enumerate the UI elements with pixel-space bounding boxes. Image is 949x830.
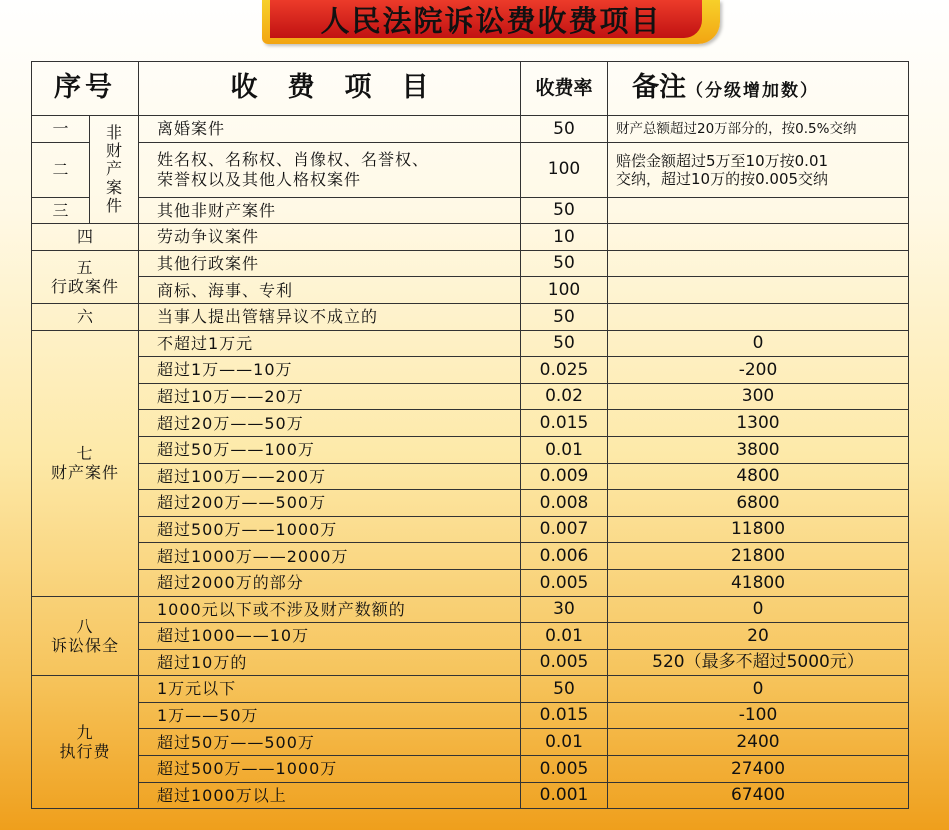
item-cell: 超过10万——20万 — [139, 383, 521, 410]
table-row — [32, 516, 909, 543]
row-number: 二 — [32, 142, 90, 197]
group-label: 财产案件 — [50, 463, 119, 483]
item-line-2: 荣誉权以及其他人格权案件 — [157, 169, 362, 189]
rate-cell: 50 — [521, 250, 608, 277]
rate-cell: 50 — [521, 676, 608, 703]
header-seq: 序号 — [32, 62, 139, 116]
item-cell: 商标、海事、专利 — [139, 277, 521, 304]
rate-cell: 0.008 — [521, 490, 608, 517]
table-row — [32, 277, 909, 304]
row-number: 六 — [32, 303, 139, 330]
item-cell: 其他非财产案件 — [139, 197, 521, 224]
rate-cell: 0.01 — [521, 623, 608, 650]
rate-cell: 0.009 — [521, 463, 608, 490]
note-cell: -100 — [608, 702, 909, 729]
fee-table — [31, 61, 909, 809]
group-number: 五 — [76, 257, 94, 277]
table-header — [32, 62, 909, 116]
header-item: 收费项目 — [139, 62, 521, 116]
header-note — [608, 62, 909, 116]
note-cell: 41800 — [608, 569, 909, 596]
rate-cell: 0.007 — [521, 516, 608, 543]
note-cell: -200 — [608, 357, 909, 384]
item-cell: 不超过1万元 — [139, 330, 521, 357]
item-cell: 超过1000——10万 — [139, 623, 521, 650]
group-administrative — [32, 250, 139, 303]
item-line-1: 姓名权、名称权、肖像权、名誉权、 — [157, 150, 430, 170]
rate-cell: 0.015 — [521, 702, 608, 729]
item-cell: 1万元以下 — [139, 676, 521, 703]
group-label: 执行费 — [59, 742, 111, 762]
rate-cell: 0.015 — [521, 410, 608, 437]
item-cell: 超过500万——1000万 — [139, 756, 521, 783]
item-cell: 超过1000万以上 — [139, 782, 521, 809]
note-cell: 4800 — [608, 463, 909, 490]
note-cell — [608, 224, 909, 251]
item-cell: 超过2000万的部分 — [139, 569, 521, 596]
rate-cell: 0.005 — [521, 569, 608, 596]
rate-cell: 50 — [521, 116, 608, 143]
note-cell: 财产总额超过20万部分的，按0.5%交纳 — [608, 116, 909, 143]
item-cell: 超过500万——1000万 — [139, 516, 521, 543]
table-row — [32, 782, 909, 809]
table-row — [32, 676, 909, 703]
note-cell: 27400 — [608, 756, 909, 783]
item-cell: 1000元以下或不涉及财产数额的 — [139, 596, 521, 623]
table-row — [32, 569, 909, 596]
rate-cell: 50 — [521, 330, 608, 357]
table-row — [32, 330, 909, 357]
item-cell — [139, 142, 521, 197]
rate-cell: 0.025 — [521, 357, 608, 384]
group-label: 行政案件 — [50, 276, 119, 296]
rate-cell: 0.005 — [521, 649, 608, 676]
note-cell: 520（最多不超过5000元） — [608, 649, 909, 676]
table-row — [32, 383, 909, 410]
table-row — [32, 543, 909, 570]
note-cell — [608, 197, 909, 224]
group-label-text: 非财产案件 — [105, 122, 122, 216]
item-cell: 超过200万——500万 — [139, 490, 521, 517]
rate-cell: 30 — [521, 596, 608, 623]
rate-cell: 50 — [521, 303, 608, 330]
note-cell: 2400 — [608, 729, 909, 756]
table-row — [32, 623, 909, 650]
note-cell: 0 — [608, 596, 909, 623]
table-row — [32, 142, 909, 197]
row-number: 四 — [32, 224, 139, 251]
header-rate: 收费率 — [521, 62, 608, 116]
row-number: 三 — [32, 197, 90, 224]
group-execution — [32, 676, 139, 809]
item-cell: 超过100万——200万 — [139, 463, 521, 490]
note-cell: 6800 — [608, 490, 909, 517]
table-row — [32, 197, 909, 224]
table-row — [32, 224, 909, 251]
table-row — [32, 702, 909, 729]
rate-cell: 0.01 — [521, 729, 608, 756]
header-note-main: 备注 — [632, 72, 686, 104]
table-row — [32, 490, 909, 517]
item-cell: 超过50万——100万 — [139, 436, 521, 463]
group-preservation — [32, 596, 139, 676]
table-row — [32, 436, 909, 463]
note-cell: 21800 — [608, 543, 909, 570]
item-cell: 超过1000万——2000万 — [139, 543, 521, 570]
rate-cell: 0.005 — [521, 756, 608, 783]
table-row — [32, 357, 909, 384]
note-line-1: 赔偿金额超过5万至10万按0.01 — [616, 151, 829, 170]
header-note-sub: （分级增加数） — [686, 81, 819, 102]
note-cell: 0 — [608, 676, 909, 703]
table-row — [32, 729, 909, 756]
rate-cell: 0.02 — [521, 383, 608, 410]
group-property — [32, 330, 139, 596]
note-cell — [608, 250, 909, 277]
rate-cell: 0.01 — [521, 436, 608, 463]
rate-cell: 50 — [521, 197, 608, 224]
page-title: 人民法院诉讼费收费项目 — [320, 4, 662, 38]
note-cell: 67400 — [608, 782, 909, 809]
note-cell: 1300 — [608, 410, 909, 437]
item-cell: 1万——50万 — [139, 702, 521, 729]
item-cell: 离婚案件 — [139, 116, 521, 143]
rate-cell: 0.006 — [521, 543, 608, 570]
table-row — [32, 649, 909, 676]
item-cell: 超过20万——50万 — [139, 410, 521, 437]
group-number: 八 — [76, 616, 94, 636]
table-row — [32, 756, 909, 783]
table-row — [32, 116, 909, 143]
group-label: 诉讼保全 — [50, 635, 119, 655]
table-row — [32, 303, 909, 330]
item-cell: 其他行政案件 — [139, 250, 521, 277]
note-cell: 300 — [608, 383, 909, 410]
rate-cell: 100 — [521, 277, 608, 304]
note-cell — [608, 277, 909, 304]
rate-cell: 10 — [521, 224, 608, 251]
table-row — [32, 596, 909, 623]
table-row — [32, 463, 909, 490]
table-row — [32, 410, 909, 437]
row-number: 一 — [32, 116, 90, 143]
note-cell — [608, 142, 909, 197]
item-cell: 超过10万的 — [139, 649, 521, 676]
group-number: 七 — [76, 443, 94, 463]
note-cell: 11800 — [608, 516, 909, 543]
item-cell: 劳动争议案件 — [139, 224, 521, 251]
rate-cell: 0.001 — [521, 782, 608, 809]
table-row — [32, 250, 909, 277]
item-cell: 超过50万——500万 — [139, 729, 521, 756]
group-number: 九 — [76, 723, 94, 743]
rate-cell: 100 — [521, 142, 608, 197]
note-cell: 20 — [608, 623, 909, 650]
non-property-group-label — [90, 116, 139, 224]
note-cell: 3800 — [608, 436, 909, 463]
note-line-2: 交纳，超过10万的按0.005交纳 — [616, 169, 829, 188]
note-cell: 0 — [608, 330, 909, 357]
note-cell — [608, 303, 909, 330]
item-cell: 超过1万——10万 — [139, 357, 521, 384]
item-cell: 当事人提出管辖异议不成立的 — [139, 303, 521, 330]
